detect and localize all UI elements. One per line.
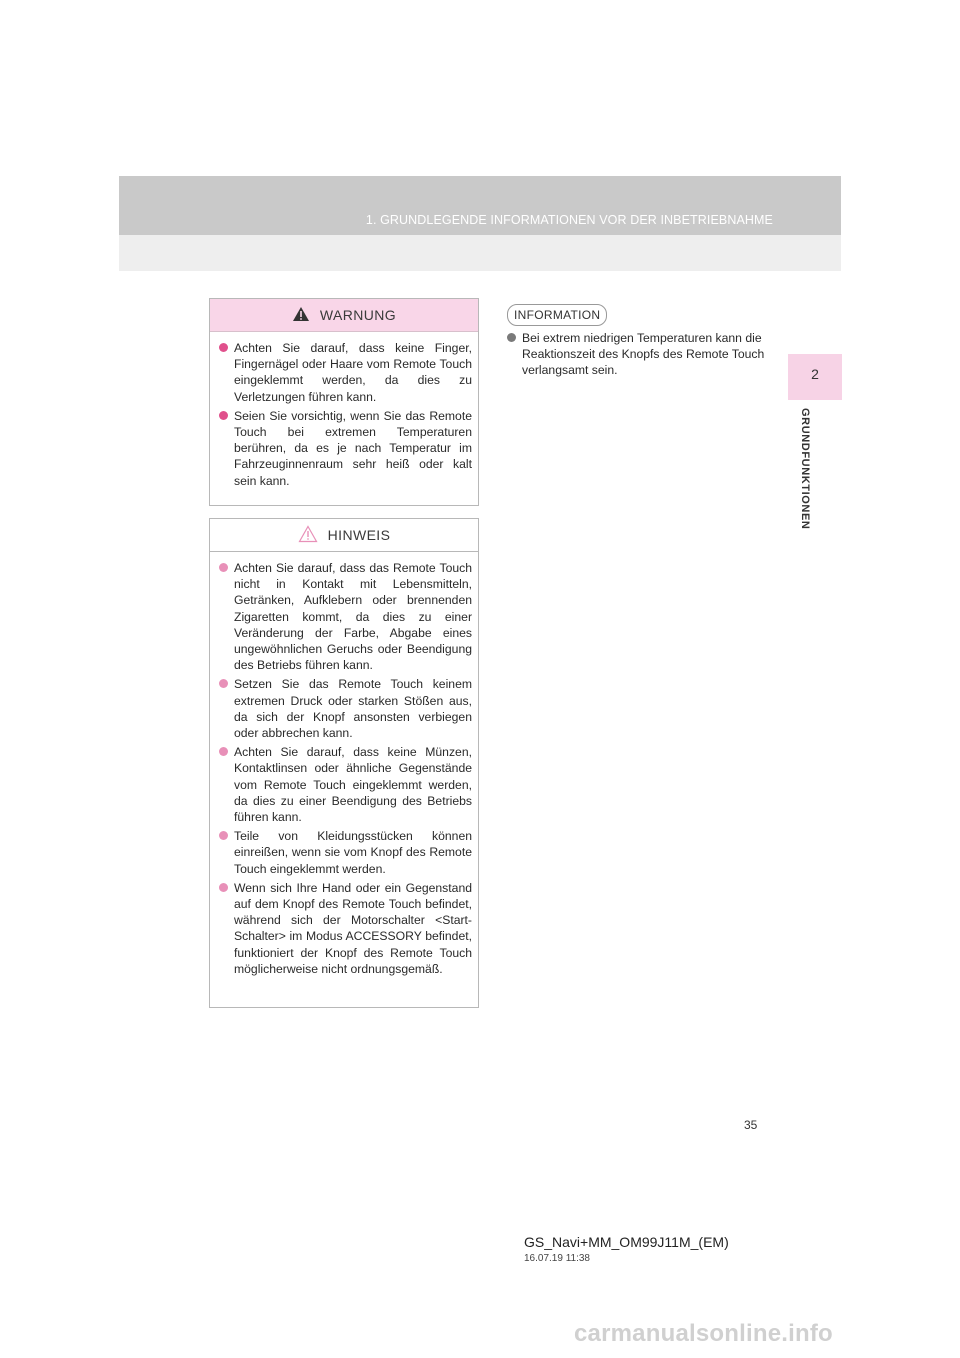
notice-header	[210, 519, 478, 552]
information-label: INFORMATION	[507, 304, 607, 326]
warning-triangle-icon	[292, 306, 310, 325]
page-number: 35	[744, 1118, 758, 1132]
warning-title: WARNUNG	[319, 307, 397, 323]
bullet-icon	[507, 333, 516, 342]
bullet-icon	[219, 411, 228, 420]
running-header-bar	[119, 176, 841, 235]
chapter-label: GRUNDFUNKTIONEN	[799, 408, 811, 530]
bullet-icon	[219, 747, 228, 756]
chapter-number: 2	[811, 366, 819, 382]
warning-list	[210, 332, 478, 489]
warning-text: Seien Sie vorsichtig, wenn Sie das Remote Touch bei extremen Temperaturen berühren, da es je nach Temperatur im Fahrzeuginnenraum sehr heiß oder kalt sein kann.	[234, 408, 472, 488]
notice-title: HINWEIS	[327, 527, 391, 543]
bullet-icon	[219, 563, 228, 572]
bullet-icon	[219, 343, 228, 352]
bullet-icon	[219, 831, 228, 840]
warning-text: Achten Sie darauf, dass keine Finger, Fingernägel oder Haare vom Remote Touch eingeklemmt werden, da dies zu Verletzungen führen kann.	[234, 341, 472, 404]
bullet-icon	[219, 883, 228, 892]
list-item	[219, 744, 472, 825]
print-timestamp: 16.07.19 11:38	[524, 1253, 590, 1264]
running-header	[119, 176, 841, 271]
bullet-icon	[219, 679, 228, 688]
warning-box	[209, 298, 479, 506]
list-item	[219, 880, 472, 977]
document-code: GS_Navi+MM_OM99J11M_(EM)	[524, 1234, 729, 1250]
list-item	[219, 560, 472, 673]
caution-triangle-icon	[298, 525, 318, 546]
notice-text: Wenn sich Ihre Hand oder ein Gegenstand auf dem Knopf des Remote Touch befindet, während sich der Motorschalter <Start-Schalter> im Modus ACCESSORY befindet, funktioniert der Knopf des Remote Touch möglicherweise nicht ordnungsgemäß.	[234, 880, 472, 976]
list-item	[507, 330, 769, 379]
warning-header	[210, 299, 478, 332]
list-item	[219, 408, 472, 489]
notice-text: Achten Sie darauf, dass keine Münzen, Kontaktlinsen oder ähnliche Gegenstände vom Remote Touch eingeklemmt werden, da dies zu einer Beendigung des Betriebs führen kann.	[234, 745, 472, 825]
list-item	[219, 340, 472, 405]
notice-text: Achten Sie darauf, dass das Remote Touch nicht in Kontakt mit Lebensmitteln, Getränken, Aufklebern oder brennenden Zigaretten kommt, da dies zu einer Veränderung der Farbe, Abgabe eines ungewöhnlichen Geruchs oder Beendigung des Betriebs führen kann.	[234, 561, 472, 673]
list-item	[219, 676, 472, 741]
notice-list	[210, 552, 478, 977]
chapter-tab	[788, 354, 842, 400]
information-text: Bei extrem niedrigen Temperaturen kann die Reaktionszeit des Knopfs des Remote Touch verlangsamt sein.	[522, 331, 765, 378]
notice-text: Setzen Sie das Remote Touch keinem extremen Druck oder starken Stößen aus, da sich der Knopf ansonsten verbiegen oder abbrechen kann.	[234, 677, 472, 741]
notice-text: Teile von Kleidungsstücken können einreißen, wenn sie vom Knopf des Remote Touch eingeklemmt werden.	[234, 829, 472, 876]
watermark: carmanualsonline.info	[574, 1320, 833, 1347]
notice-box	[209, 518, 479, 1008]
information-list	[507, 330, 769, 382]
list-item	[219, 828, 472, 877]
section-title: 1. GRUNDLEGENDE INFORMATIONEN VOR DER INBETRIEBNAHME	[365, 213, 773, 227]
